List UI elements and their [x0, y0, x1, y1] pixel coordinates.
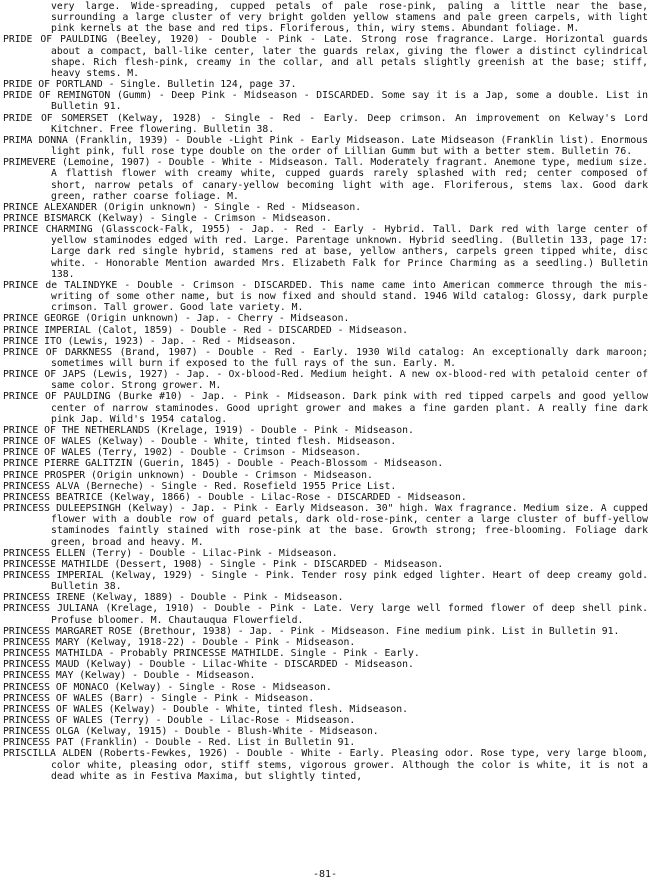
catalog-entry: PRINCE BISMARCK (Kelway) - Single - Crimson - Midseason.	[3, 212, 332, 224]
page-number: -81-	[312, 869, 338, 880]
catalog-entry: PRINCESS IMPERIAL (Kelway, 1929) - Single - Pink. Tender rosy pink edged lighter. Heart of deep creamy gold. Bulletin 38.	[3, 569, 648, 593]
catalog-entry: PRIMEVERE (Lemoine, 1907) - Double - White - Midseason. Tall. Moderately fragrant. Anemone type, medium size. A flattish flower with creamy white, cupped guards rarely splashed with red; center composed of short, narrow petals of canary-yellow becoming light with age. Floriferous, stems lax. Good dark green, rather coarse foliage. M.	[3, 157, 648, 202]
catalog-entry: PRINCESS ALVA (Berneche) - Single - Red. Rosefield 1955 Price List.	[3, 480, 397, 492]
catalog-entry: PRINCESS MATHILDA - Probably PRINCESSE MATHILDE. Single - Pink - Early.	[3, 648, 420, 660]
catalog-entry: PRINCESS OF WALES (Barr) - Single - Pink - Midseason.	[3, 692, 315, 704]
catalog-entry: PRINCE PIERRE GALITZIN (Guerin, 1845) - Double - Peach-Blossom - Midseason.	[3, 458, 444, 470]
catalog-entry: PRIDE OF PAULDING (Beeley, 1920) - Double - Pink - Late. Strong rose fragrance. Large. Horizontal guards about a compact, ball-like center, later the guards relax, giving the flower a distinct cylindrical shape. Rich flesh-pink, creamy in the collar, and all petals slightly greenish at the base; stiff, heavy stems. M.	[3, 34, 648, 79]
catalog-entry: PRINCE IMPERIAL (Calot, 1859) - Double - Red - DISCARDED - Midseason.	[3, 324, 409, 336]
catalog-entry: PRINCESS MAUD (Kelway) - Double - Lilac-White - DISCARDED - Midseason.	[3, 659, 414, 671]
catalog-entry: PRISCILLA ALDEN (Roberts-Fewkes, 1926) - Double - White - Early. Pleasing odor. Rose type, very large bloom, color white, pleasing odor, stiff stems, vigorous grower. Although the color is white, it is not a dead white as in Festiva Maxima, but slightly tinted,	[3, 748, 648, 782]
catalog-entry: PRINCESSE MATHILDE (Dessert, 1908) - Single - Pink - DISCARDED - Midseason.	[3, 558, 444, 570]
catalog-entry: PRINCESS PAT (Franklin) - Double - Red. List in Bulletin 91.	[3, 737, 356, 749]
catalog-entry: PRINCESS OF WALES (Terry) - Double - Lilac-Rose - Midseason.	[3, 715, 356, 726]
catalog-entry: PRINCESS BEATRICE (Kelway, 1866) - Double - Lilac-Rose - DISCARDED - Midseason.	[3, 491, 467, 503]
catalog-entry: PRINCE ITO (Lewis, 1923) - Jap. - Red - Midseason.	[3, 335, 297, 347]
catalog-entry: PRINCESS MAY (Kelway) - Double - Midseason.	[3, 670, 256, 682]
catalog-entry: PRINCESS OF MONACO (Kelway) - Single - Rose - Midseason.	[3, 681, 332, 693]
entry-continuation: very large. Wide-spreading, cupped petals of pale rose-pink, paling a little near the base, surrounding a large cluster of very bright golden yellow stamens and pale green carpels, with light pink kernels at the base and red tips. Floriferous, thin, wiry stems. Abundant foliage. M.	[51, 1, 648, 35]
catalog-entry: PRIDE OF PORTLAND - Single. Bulletin 124, page 37.	[3, 79, 297, 91]
catalog-entry: PRINCESS IRENE (Kelway, 1889) - Double - Pink - Midseason.	[3, 592, 344, 604]
catalog-entry: PRINCE OF THE NETHERLANDS (Krelage, 1919) - Double - Pink - Midseason.	[3, 424, 414, 436]
catalog-entry: PRINCE OF JAPS (Lewis, 1927) - Jap. - Ox-blood-Red. Medium height. A new ox-blood-red with petaloid center of same color. Strong grower. M.	[3, 369, 648, 392]
catalog-entry: PRINCE OF WALES (Kelway) - Double - White, tinted flesh. Midseason.	[3, 436, 397, 448]
catalog-entry: PRINCE GEORGE (Origin unknown) - Jap. - Cherry - Midseason.	[3, 313, 350, 325]
catalog-entry: PRINCESS MARGARET ROSE (Brethour, 1938) - Jap. - Pink - Midseason. Fine medium pink. List in Bulletin 91.	[3, 625, 620, 637]
catalog-entry: PRINCESS JULIANA (Krelage, 1910) - Double - Pink - Late. Very large well formed flower of deep shell pink. Profuse bloomer. M. Chautauqua Flowerfield.	[3, 603, 648, 626]
catalog-entry: PRINCE de TALINDYKE - Double - Crimson - DISCARDED. This name came into American commerce through the mis-writing of some other name, but is now fixed and should stand. 1946 Wild catalog: Glossy, dark purple crimson. Tall grower. Good late variety. M.	[3, 279, 648, 314]
catalog-entry: PRINCE OF WALES (Terry, 1902) - Double - Crimson - Midseason.	[3, 447, 362, 459]
catalog-entry: PRINCESS ELLEN (Terry) - Double - Lilac-Pink - Midseason.	[3, 547, 338, 559]
catalog-entry: PRINCE ALEXANDER (Origin unknown) - Single - Red - Midseason.	[3, 201, 362, 213]
catalog-entry: PRINCESS OLGA (Kelway, 1915) - Double - Blush-White - Midseason.	[3, 726, 379, 738]
catalog-entry: PRINCE OF PAULDING (Burke #10) - Jap. - Pink - Midseason. Dark pink with red tipped carpels and good yellow center of narrow staminodes. Good upright grower and makes a fine garden plant. A really fine dark pink Jap. Wild's 1954 catalog.	[3, 391, 648, 425]
catalog-page-text	[3, 1, 648, 782]
catalog-entry: PRINCESS DULEEPSINGH (Kelway) - Jap. - Pink - Early Midseason. 30" high. Wax fragrance. Medium size. A cupped flower with a double row of guard petals, dark old-rose-pink, center a large cluster of buff-yellow staminodes faintly stained with rose-pink at the base. Growth strong; free-blooming. Foliage dark green, broad and heavy. M.	[3, 503, 648, 548]
catalog-entry: PRINCESS MARY (Kelway, 1918-22) - Double - Pink - Midseason.	[3, 636, 356, 648]
catalog-entry: PRINCE PROSPER (Origin unknown) - Double - Crimson - Midseason.	[3, 469, 373, 481]
catalog-entry: PRINCE CHARMING (Glasscock-Falk, 1955) - Jap. - Red - Early - Hybrid. Tall. Dark red with large center of yellow staminodes edged with red. Large. Parentage unknown. Hybrid seedling. (Bulletin 133, page 17: Large dark red single hybrid, stamens red at base, yellow anthers, carpels green tipped white, disc white. - Honorable Mention awarded Mrs. Elizabeth Falk for Prince Charming as a seedling.) Bulletin 138.	[3, 224, 648, 280]
catalog-entry: PRINCESS OF WALES (Kelway) - Double - White, tinted flesh. Midseason.	[3, 703, 409, 715]
catalog-entry: PRINCE OF DARKNESS (Brand, 1907) - Double - Red - Early. 1930 Wild catalog: An exceptionally dark maroon; sometimes will burn if exposed to the full rays of the sun. Early. M.	[3, 346, 648, 369]
catalog-entry: PRIMA DONNA (Franklin, 1939) - Double -Light Pink - Early Midseason. Late Midseason (Franklin list). Enormous light pink, full rose type double on the order of Lillian Gumm but with a better stem. Bulletin 76.	[3, 134, 648, 158]
catalog-entry: PRIDE OF REMINGTON (Gumm) - Deep Pink - Midseason - DISCARDED. Some say it is a Jap, some a double. List in Bulletin 91.	[3, 90, 648, 113]
catalog-entry: PRIDE OF SOMERSET (Kelway, 1928) - Single - Red - Early. Deep crimson. An improvement on Kelway's Lord Kitchner. Free flowering. Bulletin 38.	[3, 112, 648, 135]
